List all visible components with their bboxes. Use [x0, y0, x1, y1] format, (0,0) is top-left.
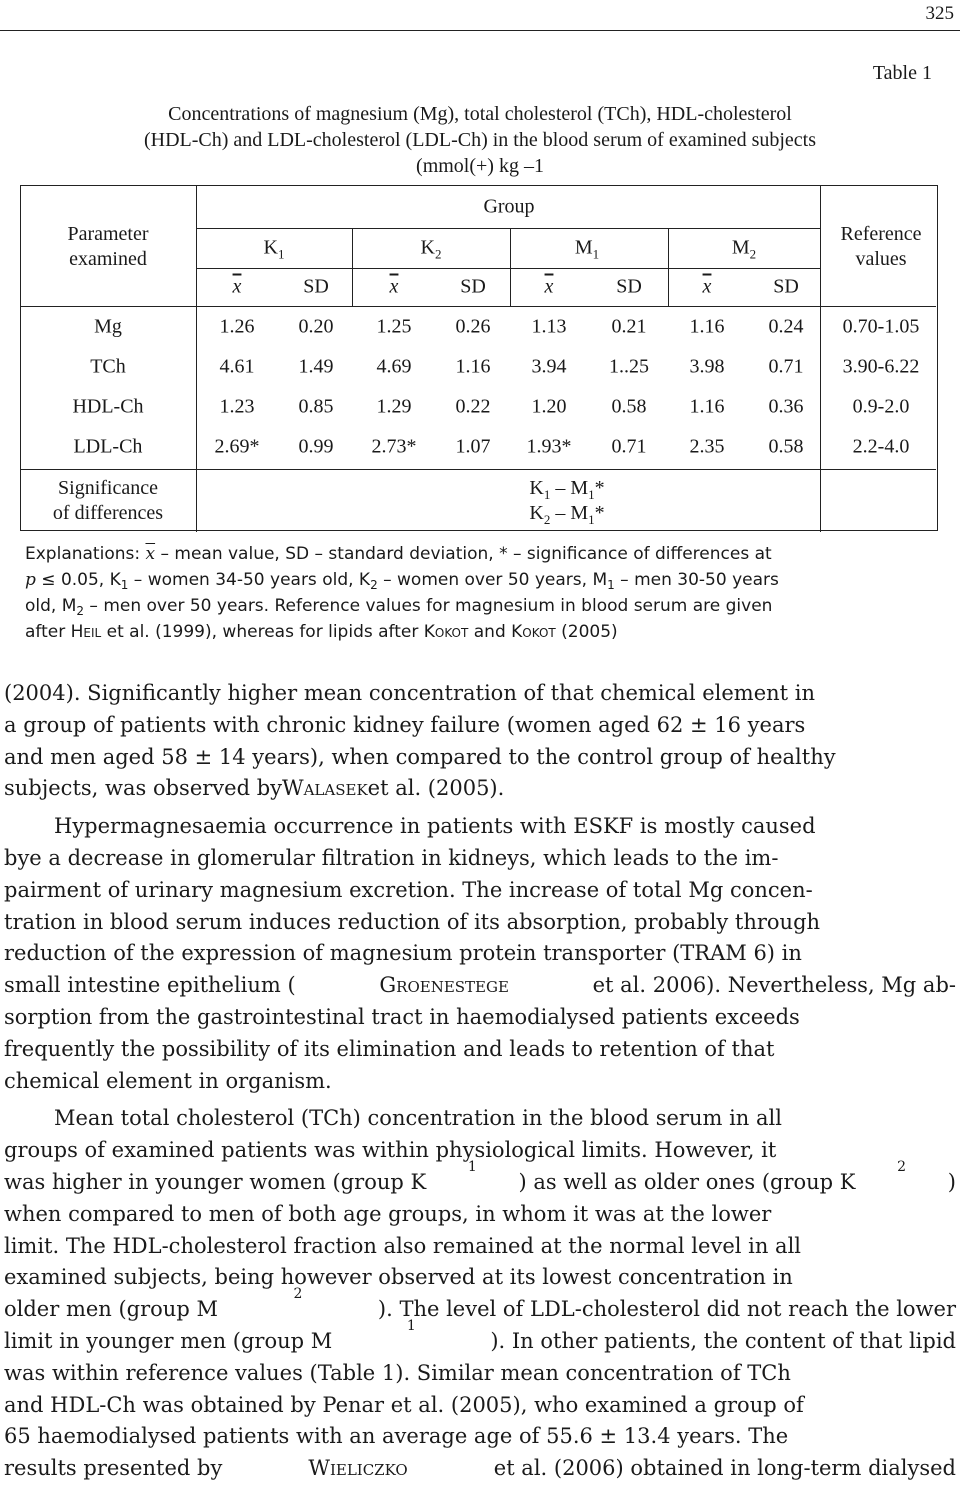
group-m2-header: $M_2$: [731, 236, 757, 262]
sd-value-cell: 0.22: [455, 395, 491, 418]
param-cell: LDL-Ch: [73, 435, 143, 458]
table-divider: [668, 228, 669, 306]
reference-header: Reference values: [840, 223, 922, 270]
table-label: Table 1: [872, 62, 932, 84]
sd-value-cell: 0.20: [298, 315, 334, 338]
sd-value-cell: 0.71: [611, 435, 647, 458]
sd-value-cell: 0.58: [768, 435, 804, 458]
paragraph: [4, 678, 956, 805]
param-cell: Mg: [94, 315, 122, 338]
mean-value-cell: 1.20: [531, 395, 567, 418]
significance-pair: $K_2 - M_1*$: [529, 502, 605, 527]
mean-value-cell: 1.16: [689, 395, 725, 418]
text-line: (2004). Significantly higher mean concentration of that chemical element in: [4, 681, 816, 705]
mean-value-cell: 3.98: [689, 355, 725, 378]
mean-value-cell: 1.29: [376, 395, 412, 418]
sd-value-cell: 0.36: [768, 395, 804, 418]
table-explanations: Explanations: $\overline{x}$ – mean value, SD – standard deviation, * – significance of differences at p ≤ 0.05, $K_1$ – women 34-50 years old, $K_2$ – women over 50 years, $M_1$ – men 30-50 years old, $M_2$ – men over 50 years. Reference values for magnesium in blood serum are given after Heil et al. (1999), whereas for lipids after Kokot and Kokot (2005): [25, 544, 779, 642]
page-number: 325: [925, 3, 954, 24]
sd-value-cell: 0.24: [768, 315, 804, 338]
param-cell: HDL-Ch: [72, 395, 144, 418]
sd-header: SD: [303, 275, 329, 298]
sd-header: SD: [773, 275, 799, 298]
header-rule: [0, 30, 960, 31]
sd-value-cell: 0.21: [611, 315, 647, 338]
sd-value-cell: 0.71: [768, 355, 804, 378]
text-line: sorption from the gastrointestinal tract in haemodialysed patients exceeds: [4, 1004, 800, 1029]
caption-line: Concentrations of magnesium (Mg), total cholesterol (TCh), HDL-cholesterol: [168, 103, 792, 125]
text-line: pairment of urinary magnesium excretion. The increase of total Mg concen-: [4, 877, 813, 902]
table-divider: [352, 228, 353, 306]
table-divider: [21, 306, 936, 307]
sd-value-cell: 0.26: [455, 315, 491, 338]
sd-value-cell: 0.58: [611, 395, 647, 418]
significance-values: [529, 476, 604, 526]
sd-value-cell: 1.07: [455, 435, 491, 458]
sd-header: SD: [616, 275, 642, 298]
reference-value-cell: 3.90-6.22: [842, 355, 920, 378]
text-line: older men (group M 2 ). The level of LDL-cholesterol did not reach the lower: [4, 1286, 956, 1322]
mean-value-cell: 1.93*: [526, 435, 572, 458]
text-line: examined subjects, being however observed at its lowest concentration in: [4, 1265, 793, 1290]
text-line: when compared to men of both age groups, in whom it was at the lower: [4, 1201, 772, 1226]
significance-label: Significance of differences: [52, 477, 164, 524]
param-header: Parameter examined: [67, 223, 149, 270]
text-line: small intestine epithelium ( Groenestege et al. 2006). Nevertheless, Mg ab-: [4, 973, 956, 998]
text-line: bye a decrease in glomerular filtration in kidneys, which leads to the im-: [4, 845, 779, 870]
text-line: a group of patients with chronic kidney failure (women aged 62 ± 16 years: [4, 712, 806, 737]
mean-value-cell: 2.35: [689, 435, 725, 458]
mean-value-cell: 1.26: [219, 315, 255, 338]
mean-value-cell: 4.61: [219, 355, 255, 378]
table-divider: [196, 268, 820, 269]
text-line: was higher in younger women (group K 1 ) as well as older ones (group K 2 ): [4, 1158, 956, 1194]
text-line: frequently the possibility of its elimination and leads to retention of that: [4, 1036, 775, 1061]
data-table: [20, 185, 938, 531]
mean-value-cell: 2.73*: [371, 435, 417, 458]
table-divider: [196, 228, 820, 229]
param-cell: TCh: [90, 355, 126, 378]
text-line: and men aged 58 ± 14 years), when compared to the control group of healthy: [4, 744, 836, 769]
caption-line: (HDL-Ch) and LDL-cholesterol (LDL-Ch) in the blood serum of examined subjects: [143, 129, 817, 151]
reference-value-cell: 2.2-4.0: [852, 435, 910, 458]
table-caption: [40, 101, 920, 179]
text-line: Mean total cholesterol (TCh) concentration in the blood serum in all: [54, 1106, 782, 1131]
text-line: 65 haemodialysed patients with an average age of 55.6 ± 13.4 years. The: [4, 1424, 789, 1449]
table-divider: [196, 186, 197, 532]
mean-header: $\overline{x}$: [389, 275, 399, 298]
paragraph: [4, 811, 956, 1097]
text-line: Hypermagnesaemia occurrence in patients with ESKF is mostly caused: [54, 814, 816, 839]
mean-value-cell: 1.16: [689, 315, 725, 338]
significance-pair: $K_1 - M_1*$: [529, 477, 605, 502]
text-line: results presented by Wieliczko et al. (2006) obtained in long-term dialysed: [4, 1456, 956, 1481]
text-line: and HDL-Ch was obtained by Penar et al. (2005), who examined a group of: [4, 1392, 804, 1417]
table-divider: [820, 186, 821, 532]
mean-header: $\overline{x}$: [544, 275, 554, 298]
group-k1-header: $K_1$: [263, 236, 285, 262]
reference-value-cell: 0.9-2.0: [852, 395, 910, 418]
text-line: limit. The HDL-cholesterol fraction also remained at the normal level in all: [4, 1233, 802, 1258]
group-k2-header: $K_2$: [420, 236, 442, 262]
sd-value-cell: 0.99: [298, 435, 334, 458]
mean-value-cell: 4.69: [376, 355, 412, 378]
text-line: chemical element in organism.: [4, 1068, 332, 1093]
mean-value-cell: 3.94: [531, 355, 567, 378]
mean-header: $\overline{x}$: [702, 275, 712, 298]
sd-value-cell: 0.85: [298, 395, 334, 418]
caption-line: (mmol(+) kg –1: [416, 155, 544, 177]
text-line: tration in blood serum induces reduction of its absorption, probably through: [4, 909, 821, 934]
mean-value-cell: 2.69*: [214, 435, 260, 458]
sd-value-cell: 1.16: [455, 355, 491, 378]
group-m1-header: $M_1$: [574, 236, 600, 262]
reference-value-cell: 0.70-1.05: [842, 315, 920, 338]
text-line: groups of examined patients was within physiological limits. However, it: [4, 1138, 777, 1163]
table-divider: [510, 228, 511, 306]
mean-value-cell: 1.13: [531, 315, 567, 338]
paragraph: [4, 1103, 956, 1485]
sd-value-cell: 1.49: [298, 355, 334, 378]
mean-value-cell: 1.23: [219, 395, 255, 418]
mean-value-cell: 1.25: [376, 315, 412, 338]
body-text: [4, 678, 956, 1491]
sd-value-cell: 1..25: [609, 355, 649, 378]
table-divider: [21, 469, 936, 470]
text-line: limit in younger men (group M 1 ). In other patients, the content of that lipid: [4, 1317, 956, 1353]
text-line: subjects, was observed by Walasek et al. (2005).: [4, 776, 505, 801]
text-line: was within reference values (Table 1). Similar mean concentration of TCh: [4, 1360, 791, 1385]
text-line: reduction of the expression of magnesium protein transporter (TRAM 6) in: [4, 941, 802, 966]
sd-header: SD: [460, 275, 486, 298]
mean-header: $\overline{x}$: [232, 275, 242, 298]
group-header: Group: [483, 195, 535, 218]
